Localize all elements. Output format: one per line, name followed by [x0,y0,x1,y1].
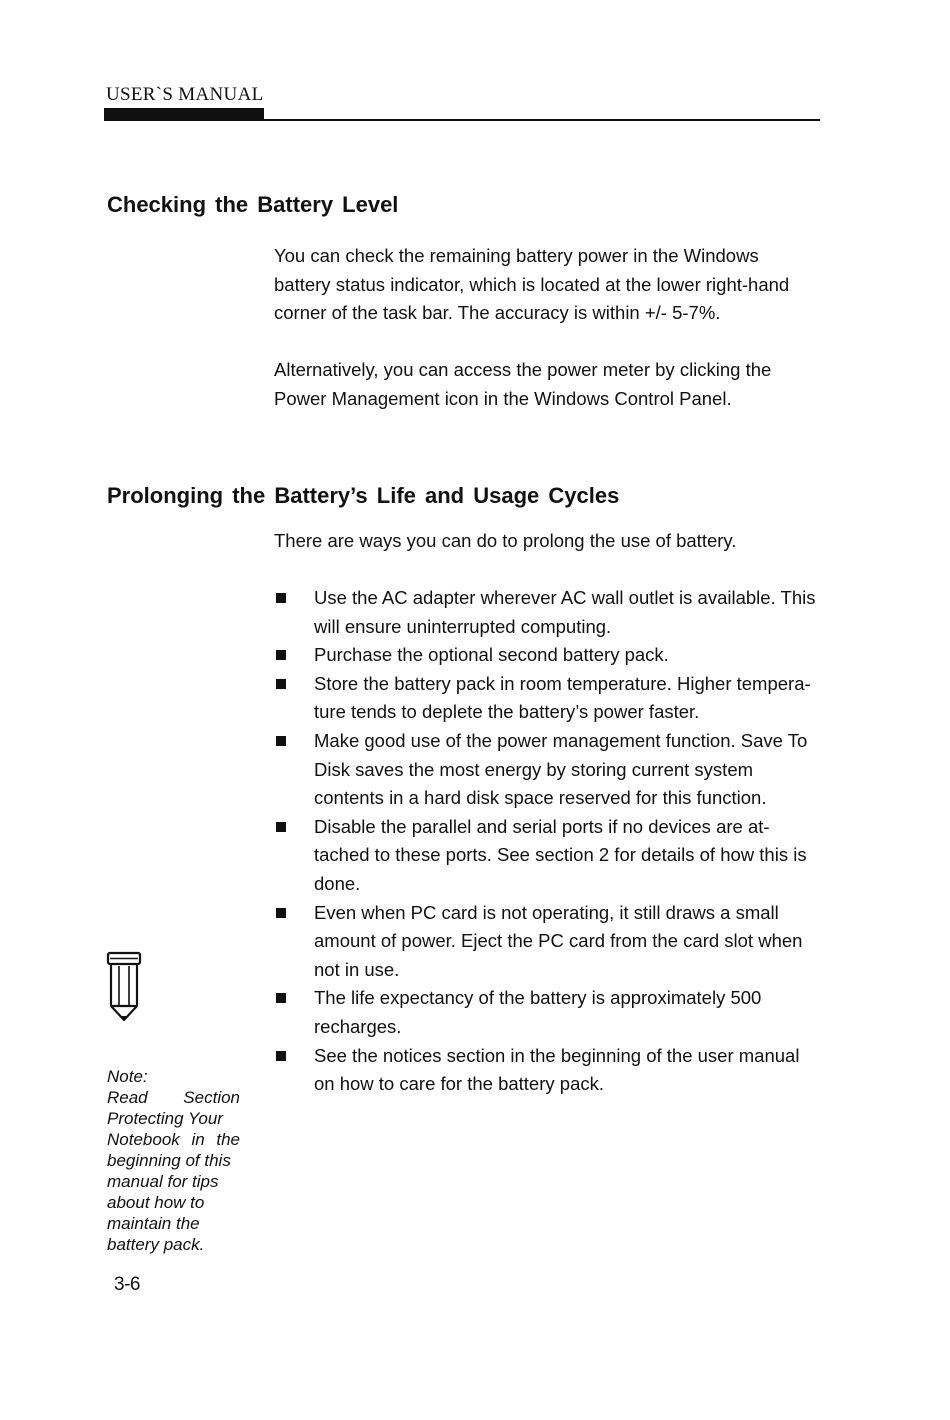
list-item-text: Even when PC card is not operating, it still draws a small amount of power. Eject the PC card from the card slot when not in use. [314,901,803,980]
square-bullet-icon [276,650,286,660]
battery-tips-list [274,584,819,1099]
running-header: USER`S MANUAL [106,84,264,105]
square-bullet-icon [276,1051,286,1061]
note-line: beginning of this [107,1151,231,1170]
note-label: Note: [107,1067,148,1086]
header-rule-line [104,119,820,121]
note-line: maintain the [107,1214,200,1233]
note-word: Read [107,1088,148,1107]
list-item-text: Store the battery pack in room temperature. Higher tempera-ture tends to deplete the battery’s power faster. [314,672,811,723]
section-heading-battery-level: Checking the Battery Level [107,192,399,217]
list-item [274,813,819,899]
battery-level-paragraph-2: Alternatively, you can access the power meter by clicking the Power Management icon in the Windows Control Panel. [274,359,772,409]
section-heading-prolonging-battery: Prolonging the Battery’s Life and Usage Cycles [107,483,620,508]
note-line: about how to [107,1193,205,1212]
note-line [107,1129,240,1150]
list-item [274,641,819,670]
square-bullet-icon [276,679,286,689]
list-item [274,1042,819,1099]
list-item [274,899,819,985]
pencil-icon [106,950,142,1024]
battery-level-paragraph-1: You can check the remaining battery power in the Windows battery status indicator, which is located at the lower right-hand corner of the task bar. The accuracy is within +/- 5-7%. [274,245,790,324]
square-bullet-icon [276,993,286,1003]
list-item [274,727,819,813]
list-item [274,670,819,727]
note-line [107,1087,240,1108]
square-bullet-icon [276,593,286,603]
list-item-text: Purchase the optional second battery pack. [314,644,669,666]
list-item-text: Use the AC adapter wherever AC wall outlet is available. This will ensure uninterrupted computing. [314,587,816,637]
list-item [274,584,819,641]
note-word: Notebook [107,1130,180,1149]
list-item-text: Disable the parallel and serial ports if no devices are at-tached to these ports. See section 2 for details of how this is done. [314,815,807,894]
list-item-text: Make good use of the power management function. Save To Disk saves the most energy by storing current system contents in a hard disk space reserved for this function. [314,729,808,809]
list-item-text: See the notices section in the beginning of the user manual on how to care for the battery pack. [314,1044,800,1095]
sidebar-note [107,1066,257,1255]
list-item [274,984,819,1041]
square-bullet-icon [276,736,286,746]
note-word: the [216,1130,240,1149]
note-line: battery pack. [107,1235,205,1254]
square-bullet-icon [276,908,286,918]
list-item-text: The life expectancy of the battery is approximately 500 recharges. [314,987,762,1037]
note-word: Section [183,1088,240,1107]
note-word: in [191,1130,205,1149]
page-number: 3-6 [114,1274,140,1295]
note-line: Protecting Your [107,1109,223,1128]
note-line: manual for tips [107,1172,219,1191]
prolonging-intro: There are ways you can do to prolong the use of battery. [274,530,737,551]
square-bullet-icon [276,822,286,832]
